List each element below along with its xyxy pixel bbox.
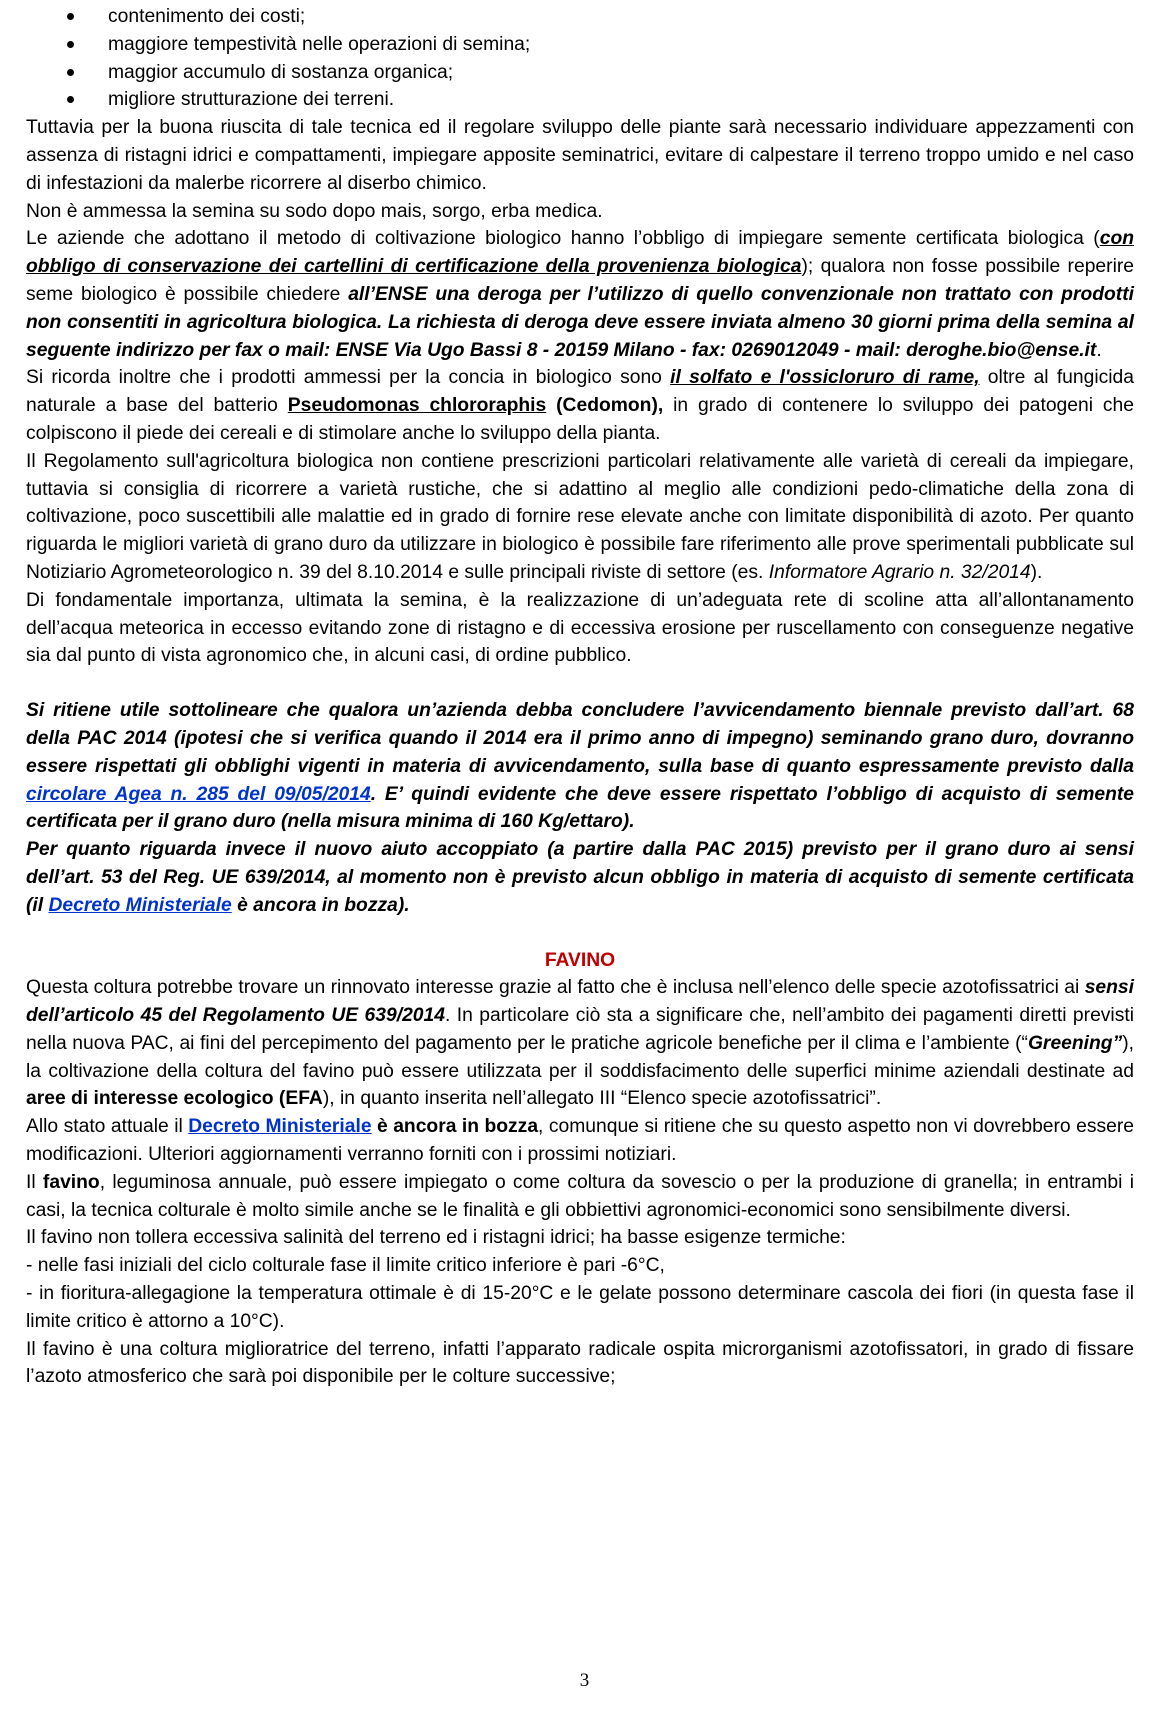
paragraph-favino-requirements: Il favino non tollera eccessiva salinità del terreno ed i ristagni idrici; ha basse esigenze termiche:	[26, 1227, 846, 1249]
ministerial-decree-link-2[interactable]: Decreto Ministeriale	[188, 1116, 372, 1138]
paragraph-sod-restriction: Non è ammessa la semina su sodo dopo mais, sorgo, erba medica.	[26, 200, 603, 222]
bullet-icon	[67, 69, 74, 76]
ministerial-decree-link[interactable]: Decreto Ministeriale	[48, 894, 232, 916]
paragraph-favino-uses: Il favino, leguminosa annuale, può essere impiegato o come coltura da sovescio o per la produzione di granella; in entrambi i casi, la tecnica colturale è molto simile anche se le finalità e gli obbiettivi agronomici-economici sono sensibilmente diversi.	[26, 1171, 1134, 1221]
paragraph-soil-improver: Il favino è una coltura miglioratrice del terreno, infatti l’apparato radicale ospita microrganismi azotofissatori, in grado di fissare l’azoto atmosferico che sarà poi disponibile per le colture successive;	[26, 1338, 1134, 1388]
paragraph-temp-early: - nelle fasi iniziali del ciclo colturale fase il limite critico inferiore è pari -6°C,	[26, 1255, 665, 1277]
paragraph-coupled-aid: Per quanto riguarda invece il nuovo aiuto accoppiato (a partire dalla PAC 2015) previsto per il grano duro ai sensi dell’art. 53 del Reg. UE 639/2014, al momento non è previsto alcun obbligo in materia di acquisto di semente certificata (il Decreto Ministeriale è ancora in bozza).	[26, 839, 1134, 916]
paragraph-sod-seeding: Tuttavia per la buona riuscita di tale tecnica ed il regolare sviluppo delle piante sarà necessario individuare appezzamenti con assenza di ristagni idrici e compattamenti, impiegare apposite seminatrici, evitare di calpestare il terreno troppo umido e nel caso di infestazioni da malerbe ricorrere al diserbo chimico.	[26, 117, 1134, 194]
bullet-icon	[67, 13, 74, 20]
paragraph-drainage: Di fondamentale importanza, ultimata la semina, è la realizzazione di un’adeguata rete di scoline atta all’allontanamento dell’acqua meteorica in eccesso evitando zone di ristagno e di eccessiva erosione per ruscellamento con conseguenze negative sia dal punto di vista agronomico che, in alcuni casi, di ordine pubblico.	[26, 589, 1134, 667]
document-page	[26, 0, 1134, 1391]
list-item: maggiore tempestività nelle operazioni di semina;	[26, 31, 1134, 59]
paragraph-organic-seed: Le aziende che adottano il metodo di coltivazione biologico hanno l’obbligo di impiegare semente certificata biologica (con obbligo di conservazione dei cartellini di certificazione della provenienza biologica); qualora non fosse possibile reperire seme biologico è possibile chiedere all’ENSE una deroga per l’utilizzo di quello convenzionale non trattato con prodotti non consentiti in agricoltura biologica. La richiesta di deroga deve essere inviata almeno 30 giorni prima della semina al seguente indirizzo per fax o mail: ENSE Via Ugo Bassi 8 - 20159 Milano - fax: 0269012049 - mail: deroghe.bio@ense.it.	[26, 228, 1135, 361]
list-item: migliore strutturazione dei terreni.	[26, 86, 1134, 114]
section-heading-favino: FAVINO	[544, 949, 616, 971]
list-item: contenimento dei costi;	[26, 3, 1134, 31]
paragraph-crop-rotation: Si ritiene utile sottolineare che qualora un’azienda debba concludere l’avvicendamento biennale previsto dall’art. 68 della PAC 2014 (ipotesi che si verifica quando il 2014 era il primo anno di impegno) seminando grano duro, dovranno essere rispettati gli obblighi vigenti in materia di avvicendamento, sulla base di quanto espressamente previsto dalla circolare Agea n. 285 del 09/05/2014. E’ quindi evidente che deve essere rispettato l’obbligo di acquisto di semente certificata per il grano duro (nella misura minima di 160 Kg/ettaro).	[26, 700, 1135, 833]
paragraph-varieties: Il Regolamento sull'agricoltura biologica non contiene prescrizioni particolari relativamente alle varietà di cereali da impiegare, tuttavia si consiglia di ricorrere a varietà rustiche, che si adattino al meglio alle condizioni pedo-climatiche della zona di coltivazione, poco suscettibili alle malattie ed in grado di fornire rese elevate anche con limitate disponibilità di azoto. Per quanto riguarda le migliori varietà di grano duro da utilizzare in biologico è possibile fare riferimento alle prove sperimentali pubblicate sul Notiziario Agrometeorologico n. 39 del 8.10.2014 e sulle principali riviste di settore (es. Informatore Agrario n. 32/2014).	[26, 450, 1134, 583]
agea-circular-link[interactable]: circolare Agea n. 285 del 09/05/2014	[26, 783, 371, 805]
paragraph-temp-flowering: - in fioritura-allegagione la temperatura ottimale è di 15-20°C e le gelate possono determinare cascola dei fiori (in questa fase il limite critico è attorno a 10°C).	[26, 1283, 1134, 1332]
bullet-icon	[67, 41, 74, 48]
paragraph-decree-status: Allo stato attuale il Decreto Ministeriale è ancora in bozza, comunque si ritiene che su questo aspetto non vi dovrebbero essere modificazioni. Ulteriori aggiornamenti verranno forniti con i prossimi notiziari.	[26, 1116, 1134, 1166]
bullet-icon	[67, 96, 74, 103]
paragraph-seed-treatment: Si ricorda inoltre che i prodotti ammessi per la concia in biologico sono il solfato e l'ossicloruro di rame, oltre al fungicida naturale a base del batterio Pseudomonas chlororaphis (Cedomon), in grado di contenere lo sviluppo dei patogeni che colpiscono il piede dei cereali e di stimolare anche lo sviluppo della pianta.	[26, 367, 1134, 444]
paragraph-favino-intro: Questa coltura potrebbe trovare un rinnovato interesse grazie al fatto che è inclusa nell’elenco delle specie azotofissatrici ai sensi dell’articolo 45 del Regolamento UE 639/2014. In particolare ciò sta a significare che, nell’ambito dei pagamenti diretti previsti nella nuova PAC, ai fini del percepimento del pagamento per le pratiche agricole benefiche per il clima e l’ambiente (“Greening”), la coltivazione della coltura del favino può essere utilizzata per il soddisfacimento delle superfici minime aziendali destinate ad aree di interesse ecologico (EFA), in quanto inserita nell’allegato III “Elenco specie azotofissatrici”.	[26, 977, 1134, 1110]
list-item: maggior accumulo di sostanza organica;	[26, 59, 1134, 87]
page-number: 3	[579, 1670, 590, 1691]
advantages-list	[26, 3, 1134, 114]
